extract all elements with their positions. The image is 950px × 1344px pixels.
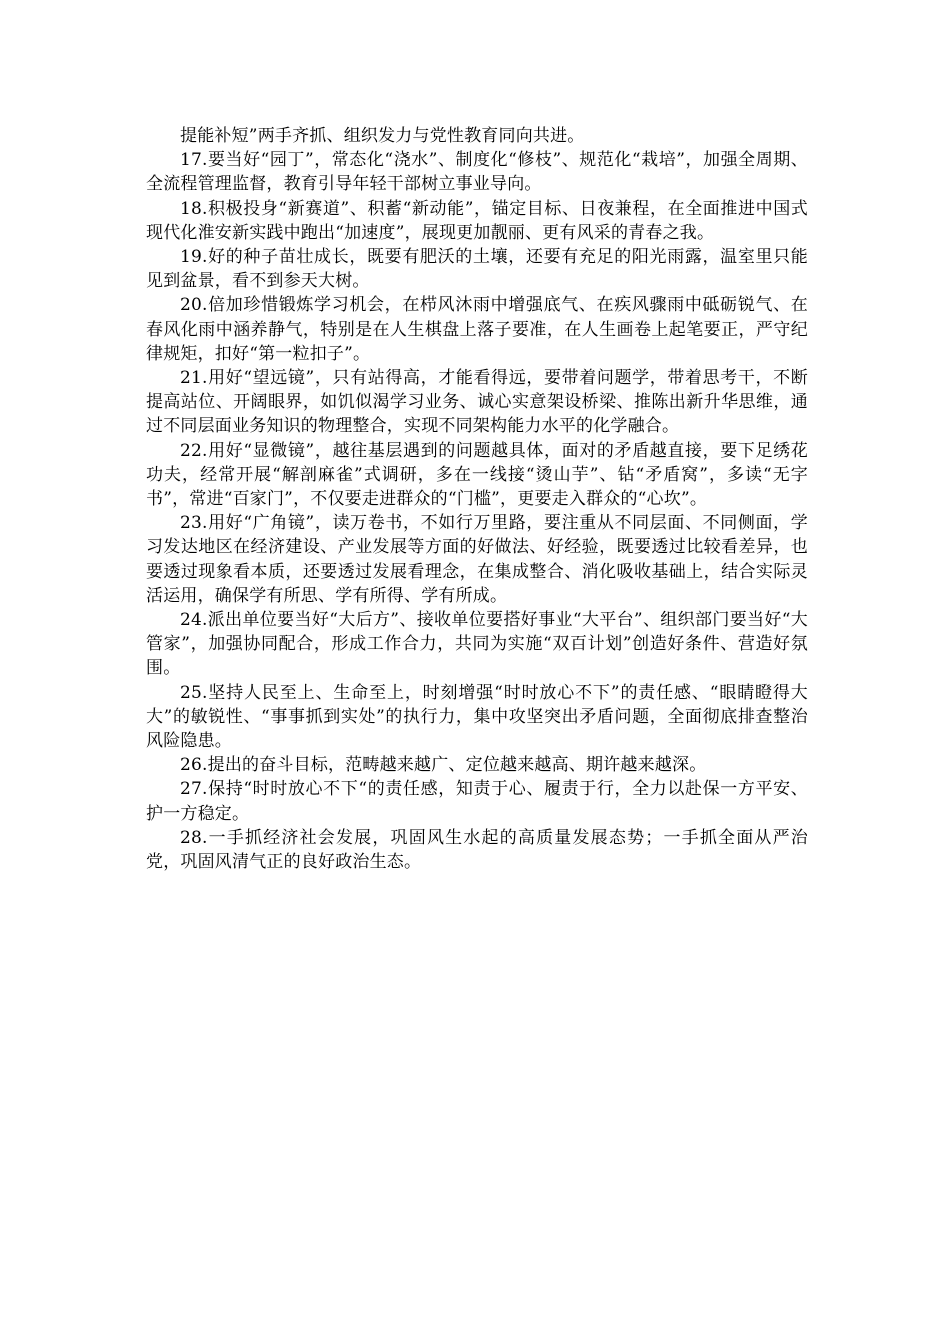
paragraph-23: 23.用好“广角镜”，读万卷书，不如行万里路，要注重从不同层面、不同侧面，学习发达地区在经济建设、产业发展等方面的好做法、好经验，既要透过比较看差异，也要透过现象看本质，还要透过发展看理念，在集成整合、消化吸收基础上，结合实际灵活运用，确保学有所思、学有所得、学有所成。	[146, 513, 808, 606]
paragraph-18: 18.积极投身“新赛道”、积蓄“新动能”，锚定目标、日夜兼程，在全面推进中国式现代化淮安新实践中跑出“加速度”，展现更加靓丽、更有风采的青春之我。	[146, 198, 808, 243]
document-body	[146, 124, 808, 874]
paragraph-20: 20.倍加珍惜锻炼学习机会，在栉风沐雨中增强底气、在疾风骤雨中砥砺锐气、在春风化雨中涵养静气，特别是在人生棋盘上落子要准，在人生画卷上起笔要正，严守纪律规矩，扣好“第一粒扣子”。	[146, 295, 808, 364]
paragraph-28: 28.一手抓经济社会发展，巩固风生水起的高质量发展态势；一手抓全面从严治党，巩固风清气正的良好政治生态。	[146, 827, 808, 873]
paragraph-continued: 提能补短”两手齐抓、组织发力与党性教育同向共进。	[180, 126, 585, 146]
paragraph-26: 26.提出的奋斗目标，范畴越来越广、定位越来越高、期许越来越深。	[180, 755, 707, 776]
paragraph-25: 25.坚持人民至上、生命至上，时刻增强“时时放心不下”的责任感、“眼睛瞪得大大”的敏锐性、“事事抓到实处”的执行力，集中攻坚突出矛盾问题，全面彻底排查整治风险隐患。	[146, 682, 808, 752]
paragraph-19: 19.好的种子苗壮成长，既要有肥沃的土壤，还要有充足的阳光雨露，温室里只能见到盆景，看不到参天大树。	[146, 247, 808, 292]
paragraph-21: 21.用好“望远镜”，只有站得高，才能看得远，要带着问题学，带着思考干，不断提高站位、开阔眼界，如饥似渴学习业务、诚心实意架设桥梁、推陈出新升华思维，通过不同层面业务知识的物理整合，实现不同架构能力水平的化学融合。	[146, 368, 808, 437]
paragraph-24: 24.派出单位要当好“大后方”、接收单位要搭好事业“大平台”、组织部门要当好“大管家”，加强协同配合，形成工作合力，共同为实施“双百计划”创造好条件、营造好氛围。	[146, 610, 808, 679]
paragraph-22: 22.用好“显微镜”，越往基层遇到的问题越具体，面对的矛盾越直接，要下足绣花功夫，经常开展“解剖麻雀”式调研，多在一线接“烫山芋”、钻“矛盾窝”，多读“无字书”，常进“百家门”，不仅要走进群众的“门槛”，更要走入群众的“心坎”。	[146, 440, 808, 510]
paragraph-17: 17.要当好“园丁”，常态化“浇水”、制度化“修枝”、规范化“栽培”，加强全周期、全流程管理监督，教育引导年轻干部树立事业导向。	[146, 150, 808, 195]
paragraph-27: 27.保持“时时放心不下“的责任感，知责于心、履责于行，全力以赴保一方平安、护一方稳定。	[146, 779, 808, 824]
